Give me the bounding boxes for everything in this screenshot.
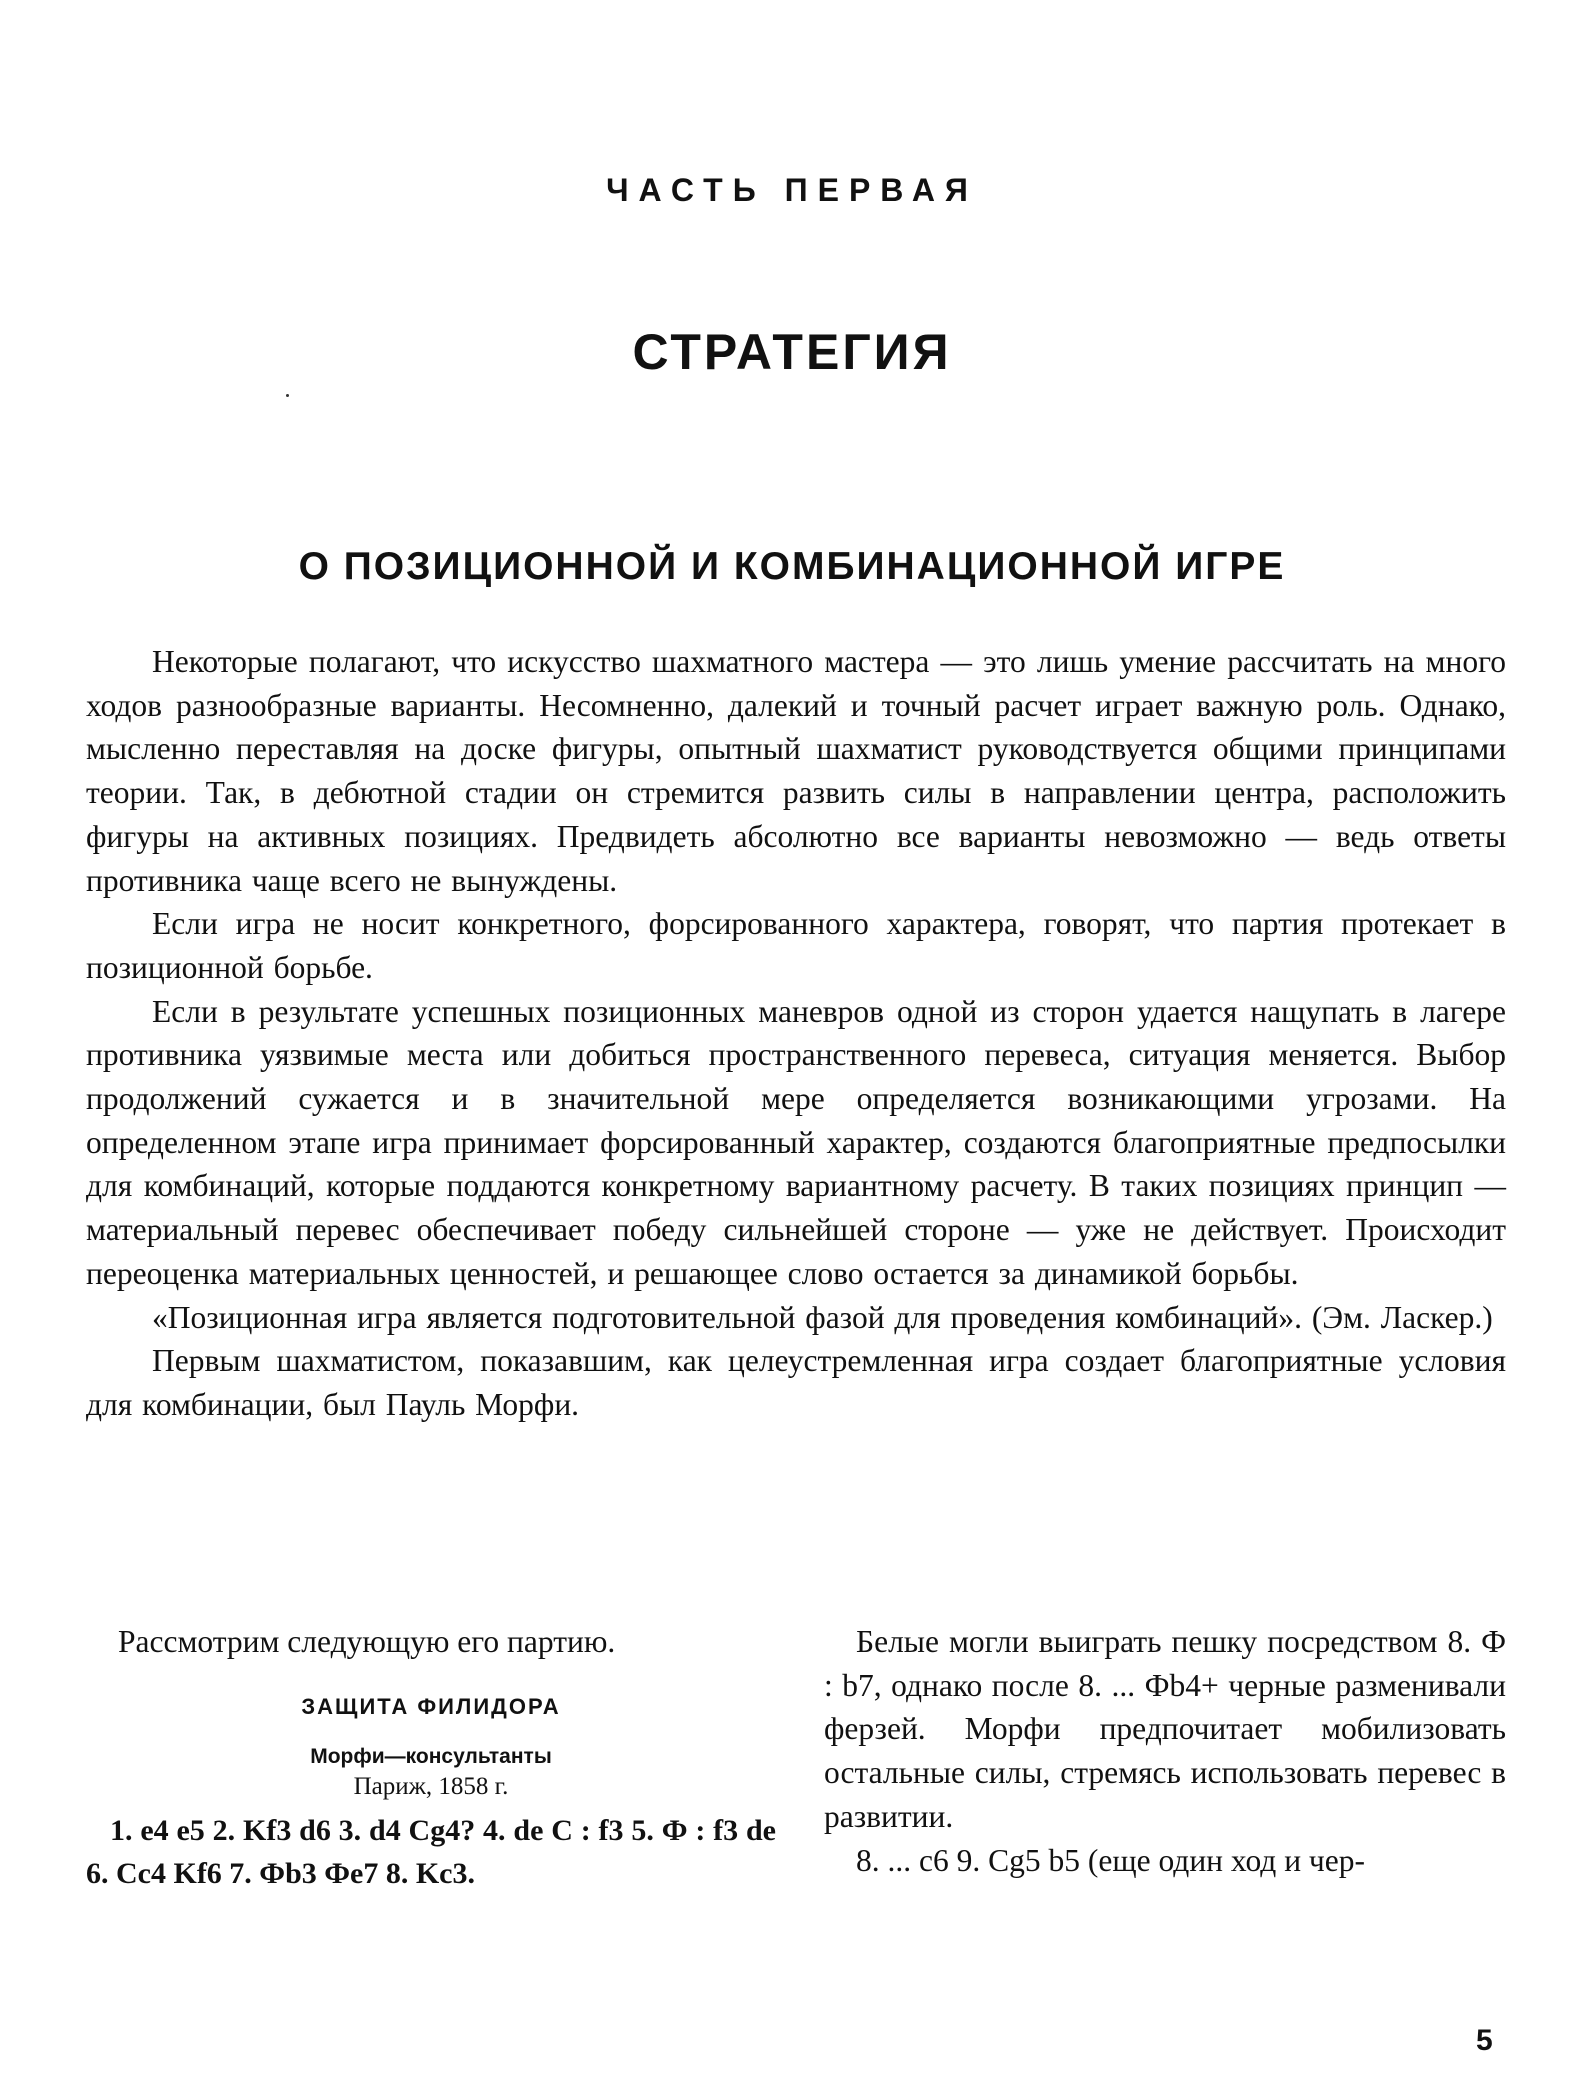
game-moves: 1. e4 e5 2. Kf3 d6 3. d4 Cg4? 4. de C : f3 5. Ф : f3 de 6. Cc4 Kf6 7. Фb3 Фe7 8. Kc3. bbox=[86, 1813, 776, 1890]
right-column bbox=[824, 1620, 1506, 1882]
game-intro: Рассмотрим следующую его партию. bbox=[118, 1624, 616, 1659]
place-date: Париж, 1858 г. bbox=[353, 1772, 509, 1800]
paragraph: Если в результате успешных позиционных маневров одной из сторон удается нащупать в лагере противника уязвимые места или добиться пространственного перевеса, ситуация меняется. Выбор продолжений сужается и в значительной мере определяется возникающими угрозами. На определенном этапе игра принимает форсированный характер, создаются благоприятные предпосылки для комбинаций, которые поддаются конкретному вариантному расчету. В таких позициях принцип — материальный перевес обеспечивает победу сильнейшей стороне — уже не действует. Происходит переоценка материальных ценностей, и решающее слово остается за динамикой борьбы. bbox=[86, 993, 1506, 1291]
opening-title: ЗАЩИТА ФИЛИДОРА bbox=[301, 1693, 561, 1719]
players-line: Морфи—консультанты bbox=[310, 1744, 552, 1768]
body-text bbox=[86, 640, 1506, 1427]
paragraph: Некоторые полагают, что искусство шахматного мастера — это лишь умение рассчитать на много ходов разнообразные варианты. Несомненно, далекий и точный расчет играет важную роль. Однако, мысленно переставляя на доске фигуры, опытный шахматист руководствуется общими принципами теории. Так, в дебютной стадии он стремится развить силы в направлении центра, расположить фигуры на активных позициях. Предвидеть абсолютно все варианты невозможно — ведь ответы противника чаще всего не вынуждены. bbox=[86, 644, 1506, 898]
commentary-paragraph: Белые могли выиграть пешку посредством 8. Ф : b7, однако после 8. ... Фb4+ черные разменивали ферзей. Морфи предпочитает мобилизовать остальные силы, стремясь использовать перевес в развитии. bbox=[824, 1624, 1506, 1834]
section-title: СТРАТЕГИЯ bbox=[632, 324, 952, 380]
commentary-paragraph: 8. ... c6 9. Cg5 b5 (еще один ход и чер- bbox=[856, 1842, 1365, 1878]
page-number: 5 bbox=[1476, 2024, 1493, 2057]
part-label: ЧАСТЬ ПЕРВАЯ bbox=[606, 172, 978, 208]
paragraph: Первым шахматистом, показавшим, как целеустремленная игра создает благоприятные условия для комбинации, был Пауль Морфи. bbox=[86, 1343, 1506, 1422]
left-column bbox=[86, 1620, 776, 1895]
paragraph: Если игра не носит конкретного, форсированного характера, говорят, что партия протекает в позиционной борьбе. bbox=[86, 906, 1506, 985]
print-speck bbox=[286, 394, 289, 397]
quote-paragraph: «Позиционная игра является подготовительной фазой для проведения комбинаций». (Эм. Ласкер.) bbox=[152, 1299, 1493, 1335]
chapter-title: О ПОЗИЦИОННОЙ И КОМБИНАЦИОННОЙ ИГРЕ bbox=[298, 545, 1286, 588]
